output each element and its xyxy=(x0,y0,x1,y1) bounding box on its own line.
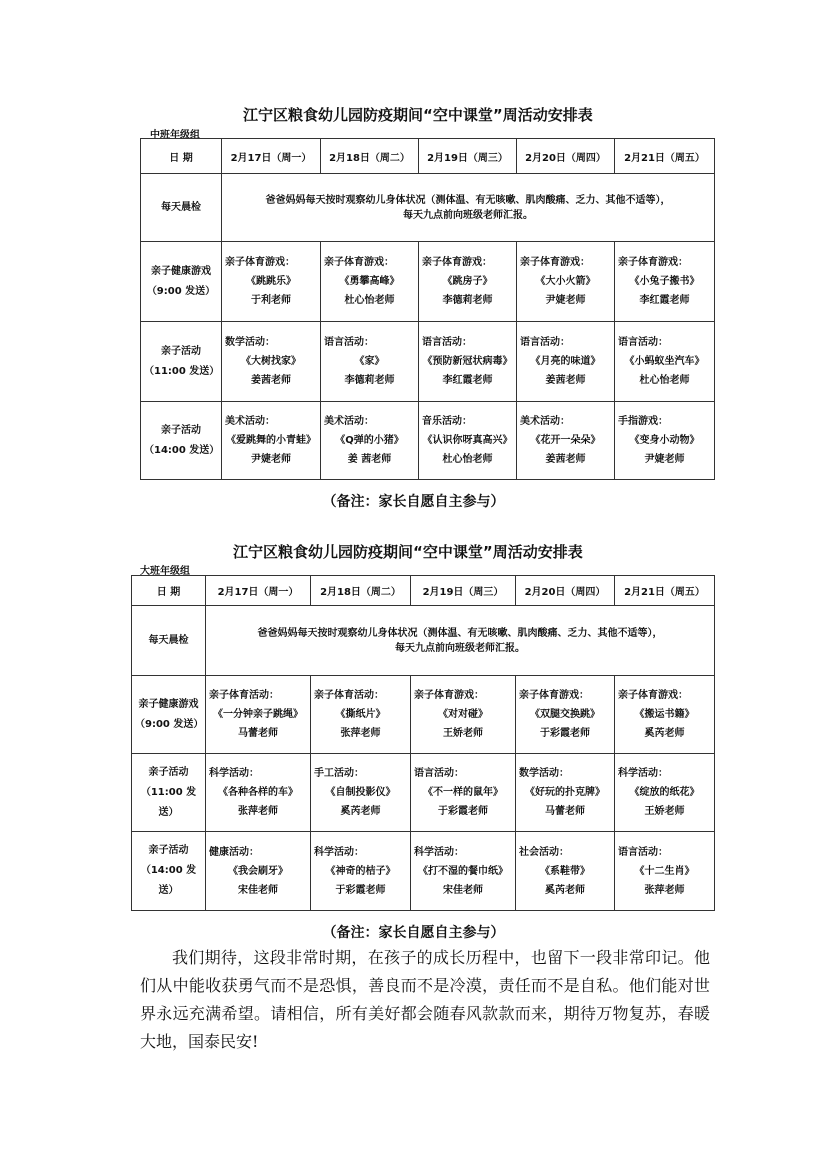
activity-cell: 亲子体育游戏： 《双腿交换跳》 于彩霞老师 xyxy=(516,676,615,754)
row-label: 亲子活动 （14:00 发送） xyxy=(132,832,206,911)
activity-cell: 美术活动： 《爱跳舞的小青蛙》 尹婕老师 xyxy=(222,402,321,480)
activity-cell: 语言活动： 《家》 李德莉老师 xyxy=(321,322,419,402)
activity-cell: 科学活动： 《神奇的桔子》 于彩霞老师 xyxy=(311,832,411,911)
activity-cell: 语言活动： 《小蚂蚁坐汽车》 杜心怡老师 xyxy=(615,322,715,402)
schedule-table xyxy=(140,138,715,480)
morning-check-label: 每天晨检 xyxy=(141,174,222,242)
schedule-title: 江宁区粮食幼儿园防疫期间“空中课堂”周活动安排表 xyxy=(233,543,583,561)
activity-cell: 亲子体育游戏： 《小兔子搬书》 李红霞老师 xyxy=(615,242,715,322)
row-label: 亲子健康游戏 （9:00 发送） xyxy=(132,676,206,754)
day-header: 2月19日（周三） xyxy=(411,576,516,606)
day-header: 2月17日（周一） xyxy=(222,139,321,174)
day-header: 2月19日（周三） xyxy=(419,139,517,174)
row-label: 亲子活动 （11:00 发送） xyxy=(141,322,222,402)
schedule-table xyxy=(131,575,715,911)
day-header: 2月18日（周二） xyxy=(321,139,419,174)
grade-group-label: 中班年级组 xyxy=(150,130,200,141)
day-header: 2月20日（周四） xyxy=(517,139,615,174)
activity-cell: 亲子体育活动： 《一分钟亲子跳绳》 马蕾老师 xyxy=(206,676,311,754)
activity-cell: 数学活动： 《好玩的扑克牌》 马蕾老师 xyxy=(516,754,615,832)
activity-cell: 亲子体育游戏： 《搬运书籍》 奚芮老师 xyxy=(615,676,715,754)
activity-cell: 语言活动： 《预防新冠状病毒》 李红霞老师 xyxy=(419,322,517,402)
activity-cell: 亲子体育活动： 《撕纸片》 张萍老师 xyxy=(311,676,411,754)
activity-cell: 科学活动： 《各种各样的车》 张萍老师 xyxy=(206,754,311,832)
activity-cell: 亲子体育游戏： 《跳跳乐》 于利老师 xyxy=(222,242,321,322)
activity-cell: 手工活动： 《自制投影仪》 奚芮老师 xyxy=(311,754,411,832)
activity-cell: 手指游戏： 《变身小动物》 尹婕老师 xyxy=(615,402,715,480)
schedule-note: （备注：家长自愿自主参与） xyxy=(322,494,505,510)
row-label: 亲子活动 （11:00 发送） xyxy=(132,754,206,832)
day-header: 2月18日（周二） xyxy=(311,576,411,606)
check-line: 爸爸妈妈每天按时观察幼儿身体状况（测体温、有无咳嗽、肌肉酸痛、乏力、其他不适等）， xyxy=(257,627,663,639)
activity-cell: 音乐活动： 《认识你呀真高兴》 杜心怡老师 xyxy=(419,402,517,480)
day-header: 2月21日（周五） xyxy=(615,139,715,174)
schedule-note: （备注：家长自愿自主参与） xyxy=(322,925,505,941)
activity-cell: 科学活动： 《绽放的纸花》 王娇老师 xyxy=(615,754,715,832)
activity-cell: 语言活动： 《十二生肖》 张萍老师 xyxy=(615,832,715,911)
morning-check-text xyxy=(206,606,715,676)
day-header: 2月17日（周一） xyxy=(206,576,311,606)
day-header: 2月21日（周五） xyxy=(615,576,715,606)
activity-cell: 亲子体育游戏： 《跳房子》 李德莉老师 xyxy=(419,242,517,322)
activity-cell: 语言活动： 《不一样的鼠年》 于彩霞老师 xyxy=(411,754,516,832)
closing-paragraph: 我们期待，这段非常时期，在孩子的成长历程中，也留下一段非常印记。他们从中能收获勇气而不是恐惧，善良而不是冷漠，责任而不是自私。他们能对世界永远充满希望。请相信，所有美好都会随春风款款而来，期待万物复苏，春暖大地，国泰民安! xyxy=(140,948,710,1051)
date-header: 日 期 xyxy=(141,139,222,174)
activity-cell: 亲子体育游戏： 《对对碰》 王娇老师 xyxy=(411,676,516,754)
check-line: 每天九点前向班级老师汇报。 xyxy=(395,642,525,654)
morning-check-label: 每天晨检 xyxy=(132,606,206,676)
activity-cell: 美术活动： 《Q弹的小猪》 姜 茜老师 xyxy=(321,402,419,480)
activity-cell: 数学活动： 《大树找家》 姜茜老师 xyxy=(222,322,321,402)
activity-cell: 语言活动： 《月亮的味道》 姜茜老师 xyxy=(517,322,615,402)
activity-cell: 亲子体育游戏： 《勇攀高峰》 杜心怡老师 xyxy=(321,242,419,322)
date-header: 日 期 xyxy=(132,576,206,606)
morning-check-text xyxy=(222,174,715,242)
schedule-title: 江宁区粮食幼儿园防疫期间“空中课堂”周活动安排表 xyxy=(243,106,593,124)
activity-cell: 美术活动： 《花开一朵朵》 姜茜老师 xyxy=(517,402,615,480)
check-line: 每天九点前向班级老师汇报。 xyxy=(403,209,533,221)
activity-cell: 科学活动： 《打不湿的餐巾纸》 宋佳老师 xyxy=(411,832,516,911)
activity-cell: 社会活动： 《系鞋带》 奚芮老师 xyxy=(516,832,615,911)
day-header: 2月20日（周四） xyxy=(516,576,615,606)
row-label: 亲子活动 （14:00 发送） xyxy=(141,402,222,480)
row-label: 亲子健康游戏 （9:00 发送） xyxy=(141,242,222,322)
activity-cell: 亲子体育游戏： 《大小火箭》 尹婕老师 xyxy=(517,242,615,322)
activity-cell: 健康活动： 《我会刷牙》 宋佳老师 xyxy=(206,832,311,911)
check-line: 爸爸妈妈每天按时观察幼儿身体状况（测体温、有无咳嗽、肌肉酸痛、乏力、其他不适等）， xyxy=(265,194,671,206)
grade-group-label: 大班年级组 xyxy=(140,566,190,577)
